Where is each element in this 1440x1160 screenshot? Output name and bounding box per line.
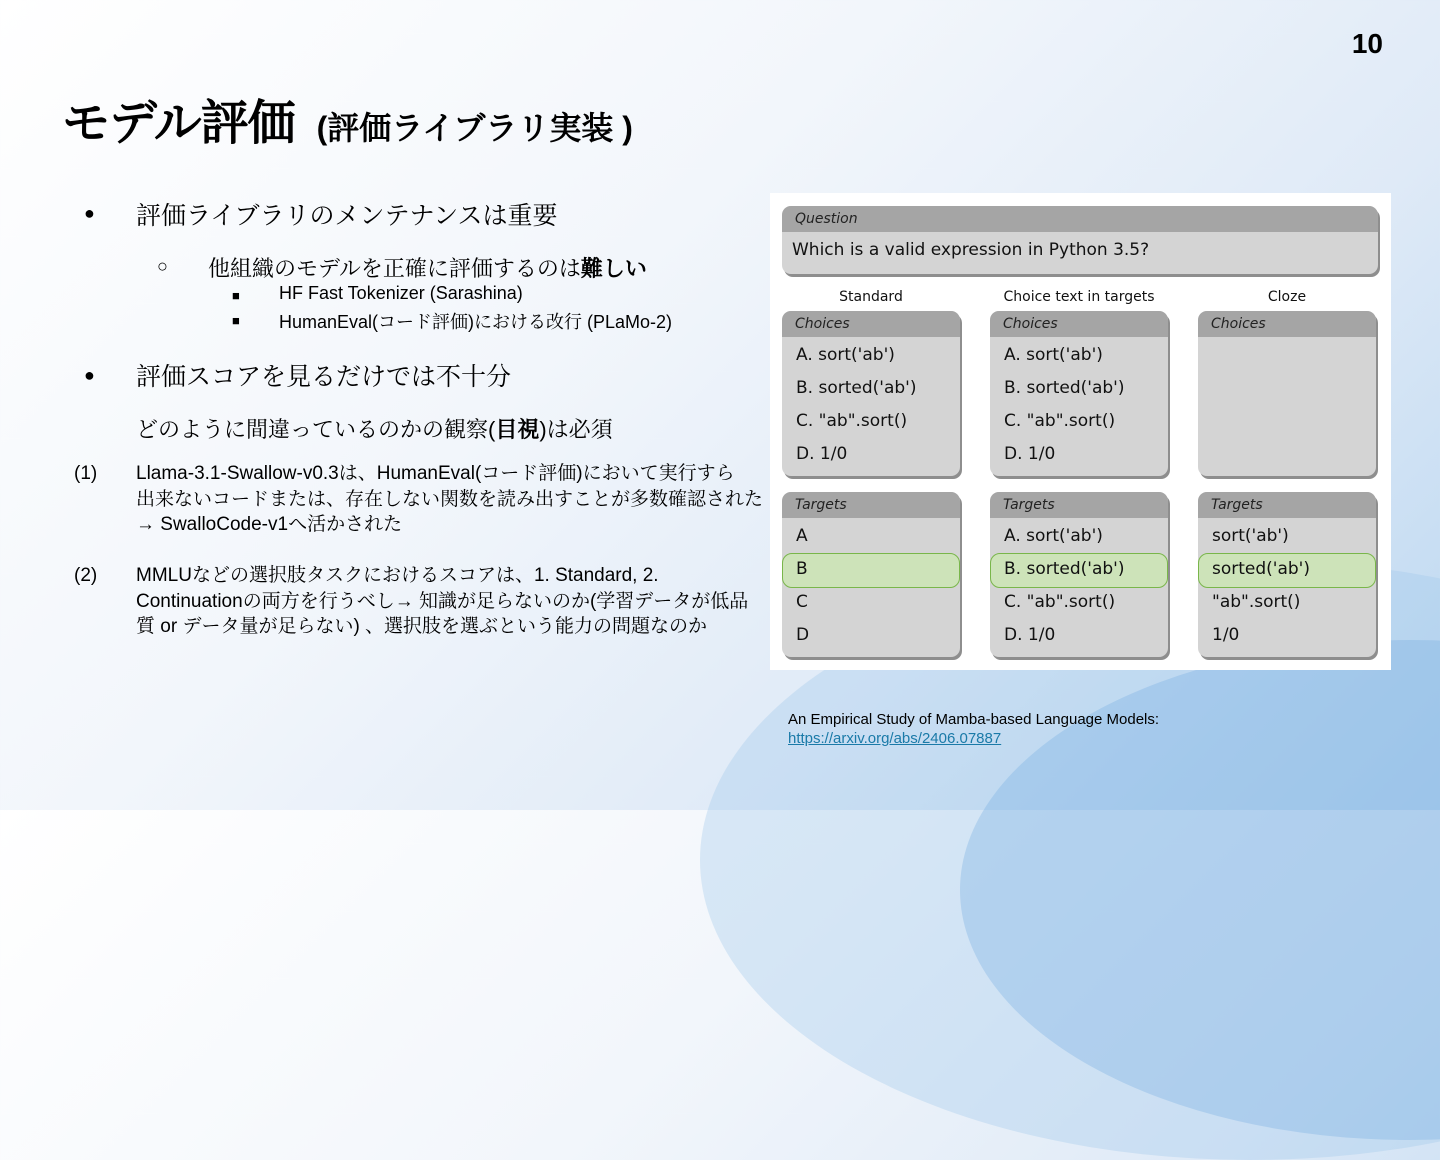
slide-title — [62, 84, 633, 153]
title-main: モデル評価 — [62, 97, 295, 150]
targets-row: "ab".sort() — [1212, 592, 1301, 612]
bullet-2-sub-pre: どのように間違っているのかの観察( — [136, 417, 496, 442]
column-heading: Choice text in targets — [1003, 289, 1155, 305]
choices-row: A. sort('ab') — [1004, 345, 1103, 365]
choices-row: A. sort('ab') — [796, 345, 895, 365]
title-sub: (評価ライブラリ実装 ) — [316, 110, 633, 146]
question-card-header — [782, 206, 1378, 232]
targets-row: B. sorted('ab') — [1004, 559, 1125, 579]
targets-row: sort('ab') — [1212, 526, 1289, 546]
choices-card-header — [1198, 311, 1376, 337]
caption-link[interactable]: https://arxiv.org/abs/2406.07887 — [788, 730, 1002, 747]
choices-label: Choices — [1003, 316, 1058, 332]
numbered-item-1-line: Llama-3.1-Swallow-v0.3は、HumanEval(コード評価)において実行すら — [136, 463, 735, 484]
bullet-2-sub-post: )は必須 — [539, 417, 613, 442]
choices-card — [782, 311, 960, 476]
numbered-label-2: (2) — [74, 565, 98, 586]
caption-title: An Empirical Study of Mamba-based Language Models: — [788, 711, 1160, 728]
numbered-item-2-line: Continuationの両方を行うべし→ 知識が足らないのか(学習データが低品 — [136, 590, 749, 612]
bullet-2-sub-bold: 目視 — [495, 417, 540, 442]
bullet-1-item-2: HumanEval(コード評価)における改行 (PLaMo-2) — [279, 312, 673, 332]
numbered-item-1-line: 出来ないコードまたは、存在しない関数を読み出すことが多数確認された — [136, 488, 764, 510]
targets-row: C — [796, 592, 808, 612]
targets-card-header — [990, 492, 1168, 518]
bullet-1-sub-bold: 難しい — [580, 256, 647, 281]
targets-row: 1/0 — [1212, 625, 1240, 645]
targets-row: C. "ab".sort() — [1004, 592, 1116, 612]
targets-label: Targets — [1211, 497, 1263, 513]
choices-label: Choices — [795, 316, 850, 332]
targets-label: Targets — [795, 497, 847, 513]
choices-label: Choices — [1211, 316, 1266, 332]
choices-row: C. "ab".sort() — [796, 411, 908, 431]
numbered-item-1 — [136, 461, 763, 538]
targets-row: sorted('ab') — [1212, 559, 1310, 579]
choices-row: B. sorted('ab') — [796, 378, 917, 398]
targets-label: Targets — [1003, 497, 1055, 513]
choices-card — [990, 311, 1168, 476]
bullet-1-item-1: HF Fast Tokenizer (Sarashina) — [279, 283, 523, 303]
choices-row: B. sorted('ab') — [1004, 378, 1125, 398]
targets-card — [1198, 492, 1376, 657]
column-heading: Standard — [839, 289, 903, 305]
bullet-1-sub-text: 他組織のモデルを正確に評価するのは — [208, 256, 581, 281]
question-label: Question — [795, 211, 858, 227]
bullet-dot: ● — [84, 365, 95, 385]
choices-card-header — [990, 311, 1168, 337]
bullet-2-text: 評価スコアを見るだけでは不十分 — [136, 363, 512, 391]
numbered-item-2 — [136, 563, 748, 640]
choices-row: D. 1/0 — [796, 444, 848, 464]
choices-card — [1198, 311, 1376, 476]
square-bullet: ■ — [232, 313, 240, 328]
bullet-dot: ● — [84, 203, 95, 223]
choices-row: C. "ab".sort() — [1004, 411, 1116, 431]
mcq-format-figure — [770, 193, 1391, 670]
numbered-item-1-line: → SwalloCode-v1へ活かされた — [136, 514, 403, 535]
column-heading: Cloze — [1267, 289, 1307, 305]
targets-row: D. 1/0 — [1004, 625, 1056, 645]
question-card — [782, 206, 1378, 274]
sub-bullet-circle: ○ — [157, 256, 168, 276]
targets-card-header — [782, 492, 960, 518]
numbered-label-1: (1) — [74, 463, 98, 484]
targets-row: D — [796, 625, 810, 645]
page-number: 10 — [1351, 28, 1383, 59]
bullet-1-sub — [208, 252, 647, 283]
correct-target-highlight — [782, 553, 960, 588]
choices-row: D. 1/0 — [1004, 444, 1056, 464]
figure-caption — [788, 710, 1159, 748]
targets-card-header — [1198, 492, 1376, 518]
targets-row: A — [796, 526, 808, 546]
targets-row: B — [796, 559, 808, 579]
choices-card-header — [782, 311, 960, 337]
question-text: Which is a valid expression in Python 3.5? — [792, 240, 1150, 260]
targets-card — [782, 492, 960, 657]
bullet-1-text: 評価ライブラリのメンテナンスは重要 — [136, 202, 558, 230]
numbered-item-2-line: 質 or データ量が足らない) 、選択肢を選ぶという能力の問題なのか — [136, 616, 708, 637]
targets-row: A. sort('ab') — [1004, 526, 1103, 546]
bullet-2-sub — [136, 413, 613, 444]
targets-card — [990, 492, 1168, 657]
square-bullet: ■ — [232, 288, 240, 303]
numbered-item-2-line: MMLUなどの選択肢タスクにおけるスコアは、1. Standard, 2. — [136, 565, 659, 586]
